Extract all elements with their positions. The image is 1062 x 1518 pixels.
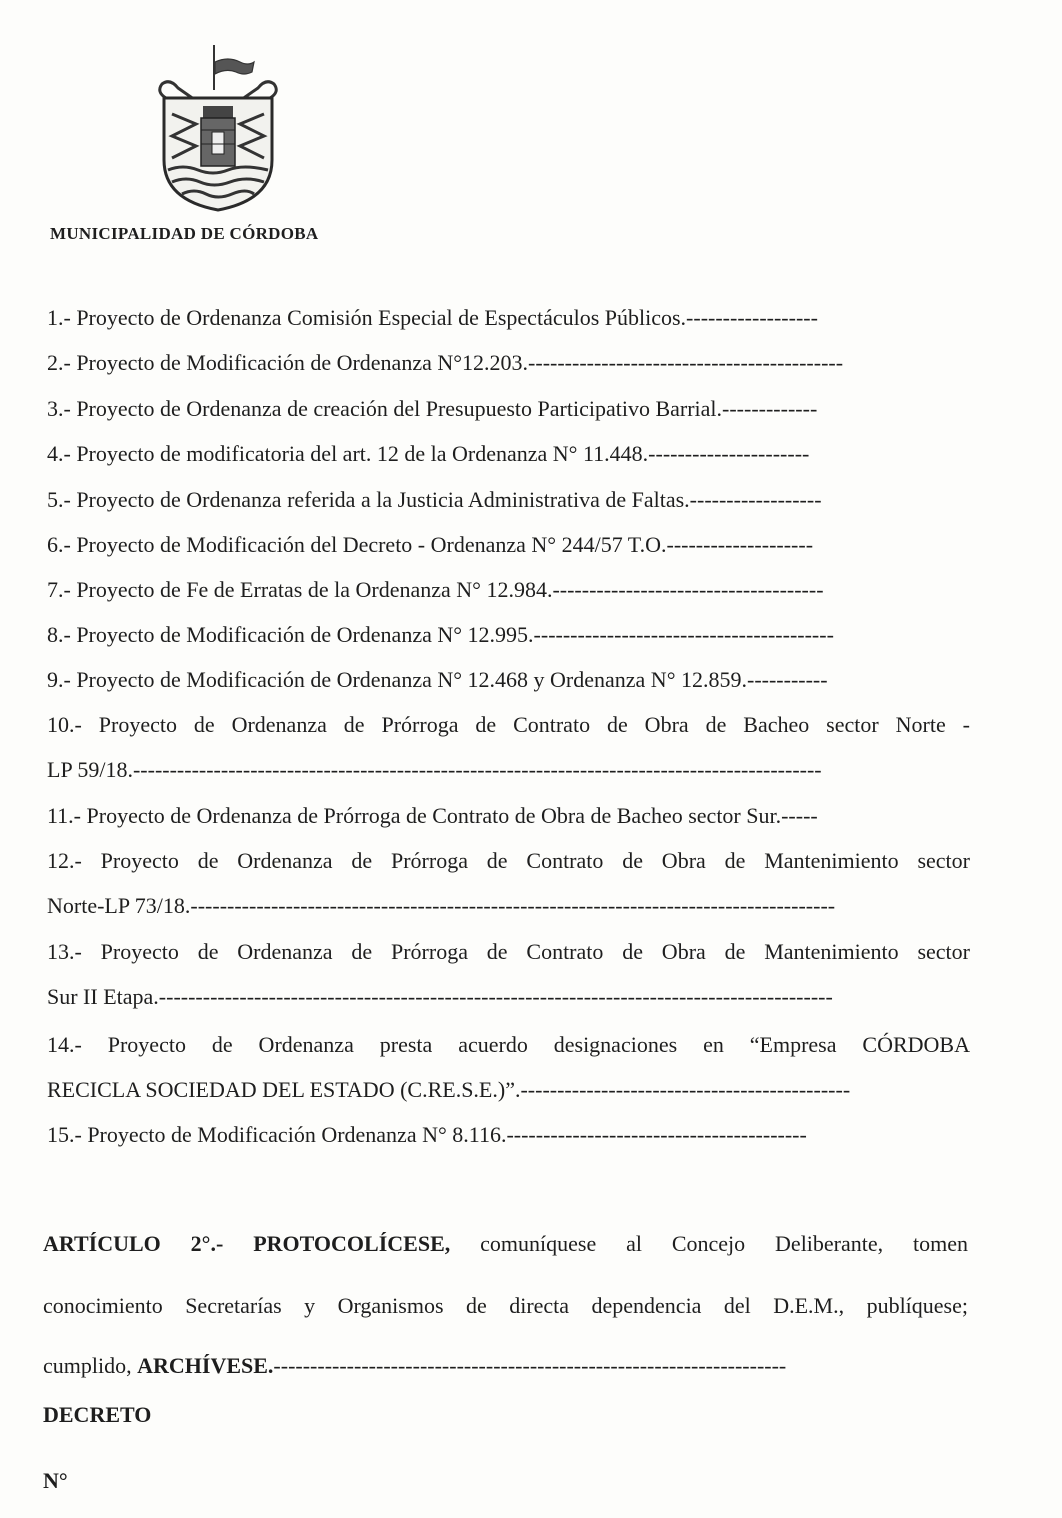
article-line-2: conocimiento Secretarías y Organismos de directa dependencia del D.E.M., publíquese; [43,1293,968,1318]
list-item: 12.- Proyecto de Ordenanza de Prórroga de Contrato de Obra de Mantenimiento sector [47,848,970,873]
list-item: 13.- Proyecto de Ordenanza de Prórroga de Contrato de Obra de Mantenimiento sector [47,939,970,964]
list-item: RECICLA SOCIEDAD DEL ESTADO (C.RE.S.E.)”.--------------------------------------------- [47,1077,851,1102]
article-line-1 [43,1214,968,1274]
list-item: 6.- Proyecto de Modificación del Decreto - Ordenanza N° 244/57 T.O.-------------------- [47,532,814,557]
article-line3-start: cumplido, [43,1353,132,1378]
list-item: 1.- Proyecto de Ordenanza Comisión Especial de Espectáculos Públicos.------------------ [47,305,818,330]
list-item: Norte-LP 73/18.---------------------------------------------------------------------------------------- [47,893,836,918]
article-archivese: ARCHÍVESE. [137,1353,274,1378]
decreto-heading: DECRETO [43,1402,152,1427]
article-dashes: ---------------------------------------------------------------------- [273,1353,787,1378]
list-item: 5.- Proyecto de Ordenanza referida a la Justicia Administrativa de Faltas.------------------ [47,487,822,512]
list-item: 2.- Proyecto de Modificación de Ordenanza N°12.203.------------------------------------------- [47,350,844,375]
list-item: 14.- Proyecto de Ordenanza presta acuerdo designaciones en “Empresa CÓRDOBA [47,1032,970,1057]
list-item: 9.- Proyecto de Modificación de Ordenanza N° 12.468 y Ordenanza N° 12.859.----------- [47,667,828,692]
municipal-coat-of-arms [148,40,288,215]
article-line1-text: comuníquese al Concejo Deliberante, tomen [480,1231,968,1256]
article-label: ARTÍCULO 2°.- [43,1231,224,1256]
list-item: 11.- Proyecto de Ordenanza de Prórroga de Contrato de Obra de Bacheo sector Sur.----- [47,803,818,828]
decreto-number: N° [43,1468,68,1493]
list-item: LP 59/18.---------------------------------------------------------------------------------------------- [47,757,822,782]
list-item: 15.- Proyecto de Modificación Ordenanza N° 8.116.----------------------------------------- [47,1122,807,1147]
list-item: Sur II Etapa.-------------------------------------------------------------------------------------------- [47,984,833,1009]
article-line-3 [43,1336,968,1396]
list-item: 10.- Proyecto de Ordenanza de Prórroga de Contrato de Obra de Bacheo sector Norte - [47,712,970,737]
institution-title: MUNICIPALIDAD DE CÓRDOBA [50,224,319,243]
article-verb: PROTOCOLÍCESE, [253,1231,451,1256]
list-item: 8.- Proyecto de Modificación de Ordenanza N° 12.995.----------------------------------------- [47,622,834,647]
list-item: 7.- Proyecto de Fe de Erratas de la Ordenanza N° 12.984.------------------------------------- [47,577,824,602]
list-item: 3.- Proyecto de Ordenanza de creación del Presupuesto Participativo Barrial.------------- [47,396,818,421]
list-item: 4.- Proyecto de modificatoria del art. 12 de la Ordenanza N° 11.448.---------------------- [47,441,810,466]
